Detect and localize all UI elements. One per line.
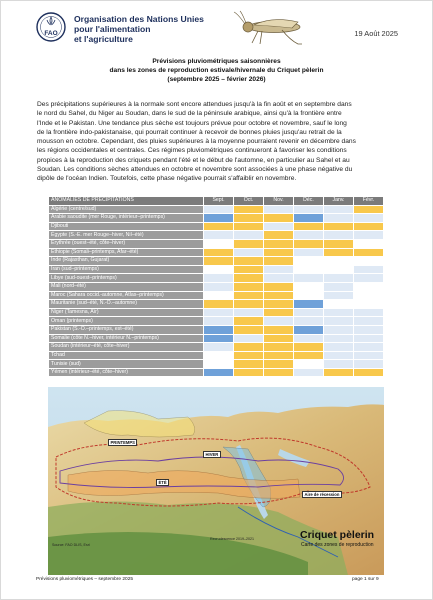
table-region-cell: Mauritanie (sud–été, N.-O.–automne) — [49, 300, 204, 309]
anomaly-cell — [354, 325, 384, 334]
anomaly-cell — [204, 343, 234, 352]
anomaly-cell — [294, 334, 324, 343]
anomaly-cell — [264, 308, 294, 317]
intro-line: mousson en octobre. Cependant, des pluies supérieures à la moyenne pourraient revenir en décembre dans — [37, 138, 356, 146]
anomaly-cell — [234, 222, 264, 231]
map-label-printemps: PRINTEMPS — [108, 439, 137, 446]
table-region-cell: Oman (printemps) — [49, 317, 204, 326]
org-name — [74, 14, 204, 44]
anomaly-cell — [204, 368, 234, 377]
anomaly-cell — [204, 205, 234, 214]
anomaly-cell — [264, 274, 294, 283]
anomaly-cell — [324, 300, 354, 309]
table-header-month: Déc. — [294, 197, 324, 206]
anomaly-cell — [264, 334, 294, 343]
table-row — [49, 368, 384, 377]
anomaly-cell — [324, 291, 354, 300]
anomaly-cell — [294, 274, 324, 283]
anomaly-cell — [324, 239, 354, 248]
anomaly-cell — [204, 317, 234, 326]
anomaly-cell — [294, 214, 324, 223]
anomaly-cell — [264, 351, 294, 360]
anomaly-cell — [354, 368, 384, 377]
anomaly-cell — [354, 308, 384, 317]
svg-text:FAO: FAO — [44, 30, 58, 37]
anomaly-cell — [234, 205, 264, 214]
intro-line: l'Inde et le Pakistan. Une tendance plus sèche est toujours prévue pour octobre et novembre, sauf le long — [37, 119, 347, 127]
anomaly-cell — [294, 291, 324, 300]
anomaly-cell — [234, 343, 264, 352]
table-row — [49, 274, 384, 283]
page-header — [36, 10, 398, 50]
table-region-cell: Égypte (S.-E. mer Rouge–hiver, Nil–été) — [49, 231, 204, 240]
table-row — [49, 325, 384, 334]
anomaly-cell — [234, 231, 264, 240]
anomaly-cell — [324, 214, 354, 223]
anomaly-cell — [264, 248, 294, 257]
map-label-hiver: HIVER — [203, 451, 221, 458]
intro-line: le nord du Sahel, du Niger au Soudan, dans le sud de la péninsule arabique, ainsi qu'à la frontière entre — [37, 110, 342, 118]
anomaly-cell — [354, 300, 384, 309]
anomaly-cell — [324, 231, 354, 240]
anomaly-cell — [294, 325, 324, 334]
anomaly-cell — [234, 325, 264, 334]
anomaly-cell — [204, 222, 234, 231]
anomaly-cell — [294, 351, 324, 360]
anomaly-cell — [204, 308, 234, 317]
table-row — [49, 239, 384, 248]
anomaly-cell — [264, 214, 294, 223]
table-region-cell: Soudan (intérieur–été, côte–hiver) — [49, 343, 204, 352]
anomaly-cell — [324, 317, 354, 326]
map-label-ete: ÉTÉ — [156, 479, 169, 486]
table-region-cell: Éthiopie (Somali–printemps, Afar–été) — [49, 248, 204, 257]
table-header-row — [49, 197, 384, 206]
anomaly-cell — [294, 282, 324, 291]
anomaly-cell — [294, 239, 324, 248]
table-header-month: Sept. — [204, 197, 234, 206]
anomaly-cell — [294, 343, 324, 352]
table-region-cell: Niger (Tamesna, Aïr) — [49, 308, 204, 317]
anomaly-cell — [264, 239, 294, 248]
anomaly-cell — [354, 317, 384, 326]
anomaly-cell — [324, 334, 354, 343]
anomaly-cell — [354, 231, 384, 240]
anomaly-cell — [294, 265, 324, 274]
anomaly-cell — [264, 368, 294, 377]
table-row — [49, 214, 384, 223]
anomaly-cell — [234, 282, 264, 291]
anomaly-cell — [204, 282, 234, 291]
table-row — [49, 257, 384, 266]
anomaly-cell — [234, 334, 264, 343]
anomaly-cell — [294, 300, 324, 309]
title-line-3: (septembre 2025 – février 2026) — [167, 76, 266, 84]
rainfall-anomaly-table — [48, 196, 384, 377]
anomaly-cell — [234, 248, 264, 257]
anomaly-cell — [294, 231, 324, 240]
intro-line: propices à la reproduction des criquets pendant l'été et le début de l'automne, en particulier au Sahel et au — [37, 156, 350, 164]
table-row — [49, 343, 384, 352]
table-region-cell: Djibouti — [49, 222, 204, 231]
anomaly-cell — [294, 257, 324, 266]
anomaly-cell — [294, 222, 324, 231]
anomaly-cell — [354, 257, 384, 266]
anomaly-cell — [234, 239, 264, 248]
anomaly-cell — [204, 351, 234, 360]
anomaly-cell — [234, 214, 264, 223]
table-region-cell: Yémen (intérieur–été, côte–hiver) — [49, 368, 204, 377]
anomaly-cell — [354, 291, 384, 300]
table-header-month: Oct. — [234, 197, 264, 206]
anomaly-cell — [354, 205, 384, 214]
anomaly-cell — [264, 343, 294, 352]
header-date: 19 Août 2025 — [354, 29, 398, 38]
anomaly-cell — [234, 308, 264, 317]
anomaly-cell — [324, 360, 354, 369]
anomaly-cell — [324, 248, 354, 257]
map-label-aire: Aire de récession — [302, 491, 342, 498]
anomaly-cell — [294, 317, 324, 326]
table-row — [49, 351, 384, 360]
anomaly-cell — [264, 222, 294, 231]
anomaly-cell — [324, 308, 354, 317]
anomaly-cell — [294, 360, 324, 369]
table-row — [49, 360, 384, 369]
anomaly-cell — [354, 282, 384, 291]
anomaly-cell — [324, 205, 354, 214]
anomaly-cell — [354, 239, 384, 248]
map-title: Criquet pèlerin — [300, 529, 375, 541]
table-row — [49, 282, 384, 291]
intro-line: dipôle de l'océan Indien. Toutefois, cette phase négative pourrait s'affaiblir en novembre. — [37, 175, 297, 183]
anomaly-cell — [234, 257, 264, 266]
anomaly-cell — [324, 368, 354, 377]
footer-title: Prévisions pluviométriques – septembre 2025 — [36, 577, 134, 582]
table-region-cell: Maroc (Sahara occid.-automne, Atlas–printemps) — [49, 291, 204, 300]
intro-line: Des précipitations supérieures à la normale sont encore attendues jusqu'à la fin août et en septembre dans — [37, 101, 352, 108]
table-region-cell: Algérie (centre/sud) — [49, 205, 204, 214]
intro-line: de la frontière indo-pakistanaise, qui pourrait continuer à recevoir de bonnes pluies jusqu'au retrait de la — [37, 128, 342, 136]
anomaly-cell — [354, 334, 384, 343]
anomaly-cell — [234, 274, 264, 283]
table-region-cell: Pakistan (S.-O.–printemps, est–été) — [49, 325, 204, 334]
anomaly-cell — [294, 248, 324, 257]
anomaly-cell — [204, 291, 234, 300]
anomaly-cell — [264, 282, 294, 291]
table-region-cell: Inde (Rajasthan, Gujarat) — [49, 257, 204, 266]
table-region-cell: Mali (nord–été) — [49, 282, 204, 291]
anomaly-cell — [234, 368, 264, 377]
anomaly-cell — [324, 257, 354, 266]
title-line-2: dans les zones de reproduction estivale/hivernale du Criquet pèlerin — [109, 67, 324, 75]
intro-line: les régions occidentales et centrales. Ces régimes pluviométriques continueront à favoriser les conditions — [37, 147, 347, 155]
anomaly-cell — [264, 257, 294, 266]
anomaly-cell — [324, 325, 354, 334]
fao-logo-icon — [36, 12, 66, 42]
table-header-region: ANOMALIES DE PRÉCIPITATIONS — [49, 197, 204, 206]
table-row — [49, 317, 384, 326]
anomaly-cell — [234, 300, 264, 309]
anomaly-cell — [234, 360, 264, 369]
title-line-1: Prévisions pluviométriques saisonnières — [152, 58, 281, 65]
table-region-cell: Tunisie (sud) — [49, 360, 204, 369]
anomaly-cell — [294, 368, 324, 377]
table-header-month: Janv. — [324, 197, 354, 206]
table-region-cell: Iran (sud–printemps) — [49, 265, 204, 274]
table-row — [49, 308, 384, 317]
anomaly-cell — [354, 343, 384, 352]
anomaly-cell — [294, 205, 324, 214]
anomaly-cell — [204, 325, 234, 334]
anomaly-cell — [264, 265, 294, 274]
anomaly-cell — [324, 351, 354, 360]
table-header-month: Févr. — [354, 197, 384, 206]
map-label-recrudescence: Recrudescence 2019–2021 — [210, 537, 254, 541]
anomaly-cell — [204, 257, 234, 266]
anomaly-cell — [204, 265, 234, 274]
document-title — [0, 57, 433, 85]
table-row — [49, 291, 384, 300]
table-row — [49, 231, 384, 240]
org-name-line-1: Organisation des Nations Unies — [74, 14, 204, 24]
anomaly-cell — [324, 265, 354, 274]
table-body — [49, 205, 384, 377]
table-row — [49, 300, 384, 309]
table-region-cell: Somalie (côte N.–hiver, intérieur N.–printemps) — [49, 334, 204, 343]
anomaly-cell — [324, 282, 354, 291]
map-credit: Source: FAO DLIS, Esri — [52, 543, 90, 547]
table-region-cell: Tchad — [49, 351, 204, 360]
anomaly-cell — [234, 265, 264, 274]
anomaly-cell — [204, 231, 234, 240]
anomaly-cell — [324, 274, 354, 283]
anomaly-cell — [204, 214, 234, 223]
anomaly-cell — [234, 317, 264, 326]
anomaly-cell — [204, 248, 234, 257]
table-header-month: Nov. — [264, 197, 294, 206]
table-row — [49, 334, 384, 343]
table-region-cell: Libye (sud-ouest–printemps) — [49, 274, 204, 283]
anomaly-cell — [204, 274, 234, 283]
anomaly-cell — [324, 343, 354, 352]
anomaly-cell — [354, 222, 384, 231]
anomaly-cell — [354, 214, 384, 223]
org-name-line-2: pour l'alimentation — [74, 24, 151, 34]
breeding-zones-map — [48, 387, 384, 575]
anomaly-cell — [354, 265, 384, 274]
table-row — [49, 222, 384, 231]
anomaly-cell — [204, 239, 234, 248]
anomaly-cell — [354, 274, 384, 283]
anomaly-cell — [264, 300, 294, 309]
anomaly-cell — [264, 231, 294, 240]
anomaly-cell — [204, 334, 234, 343]
anomaly-cell — [264, 291, 294, 300]
locust-icon — [232, 10, 310, 48]
anomaly-cell — [204, 300, 234, 309]
anomaly-cell — [354, 351, 384, 360]
anomaly-cell — [264, 360, 294, 369]
anomaly-cell — [234, 351, 264, 360]
anomaly-cell — [204, 360, 234, 369]
table-row — [49, 265, 384, 274]
table-region-cell: Arabie saoudite (mer Rouge, intérieur–printemps) — [49, 214, 204, 223]
intro-paragraph — [37, 100, 397, 184]
footer-page-number: page 1 sur 9 — [352, 577, 379, 582]
org-name-line-3: et l'agriculture — [74, 34, 133, 44]
table-row — [49, 205, 384, 214]
anomaly-cell — [324, 222, 354, 231]
table-region-cell: Érythrée (ouest–été, côte–hiver) — [49, 239, 204, 248]
anomaly-cell — [264, 317, 294, 326]
table-row — [49, 248, 384, 257]
map-subtitle: Carte des zones de reproduction — [301, 542, 374, 548]
anomaly-cell — [354, 360, 384, 369]
anomaly-cell — [294, 308, 324, 317]
anomaly-cell — [264, 325, 294, 334]
intro-line: Soudan. Les conditions sèches attendues en octobre et novembre sont associées à une phase négative du — [37, 166, 353, 174]
anomaly-cell — [354, 248, 384, 257]
anomaly-cell — [234, 291, 264, 300]
anomaly-cell — [264, 205, 294, 214]
